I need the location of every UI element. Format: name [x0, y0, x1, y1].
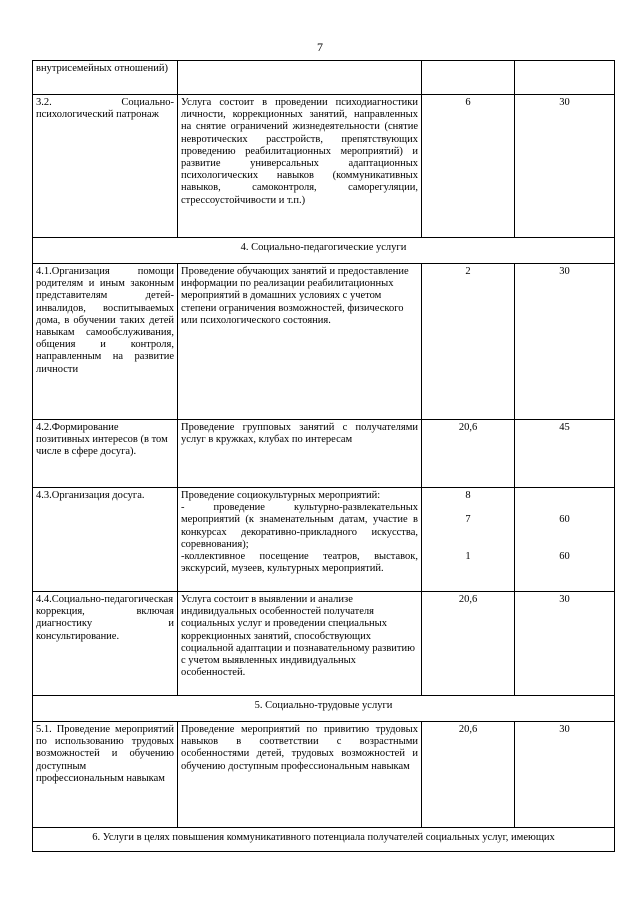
value-cell: [515, 61, 615, 95]
value-line: 1: [465, 550, 471, 562]
table-row: [33, 61, 615, 95]
activity-item: - проведение культурно-развлекательных мероприятий (к знаменательным датам, участие в конкурсах декоративно-прикладного искусства, соревнования);: [181, 502, 418, 550]
section-title: 5. Социально-трудовые услуги: [33, 696, 615, 722]
section-header-row: [33, 828, 615, 852]
table-row: [33, 488, 615, 592]
table-row: [33, 592, 615, 696]
page-number: 7: [317, 40, 323, 54]
service-description-cell: Услуга состоит в выявлении и анализе индивидуальных особенностей получателя социальных услуг и проведении специальных коррекционных занятий, способствующих социальной адаптации и познавательному развитию с учетом выявленных индивидуальных особенностей.: [178, 592, 422, 696]
value-cell: 2: [422, 264, 515, 420]
section-header-row: [33, 696, 615, 722]
table-row: [33, 264, 615, 420]
service-description-cell: Услуга состоит в проведении психодиагностики личности, коррекционных занятий, направленных на снятие ограничений жизнедеятельности (снятие невротических расстройств, препятствующих проведению реабилитационных мероприятий) и развитие универсальных адаптационных психологических навыков (коммуникативных навыков, самоконтроля, саморегуляции, стрессоустойчивости и т.п.): [178, 95, 422, 238]
value-cell: [422, 488, 515, 592]
activity-intro: Проведение социокультурных мероприятий:: [181, 490, 381, 501]
section-header-row: [33, 238, 615, 264]
value-cell: 30: [515, 264, 615, 420]
service-name-cell: 5.1. Проведение мероприятий по использованию трудовых возможностей и обучению доступным профессиональным навыкам: [33, 722, 178, 828]
value-cell: 20,6: [422, 722, 515, 828]
service-description-cell: [178, 488, 422, 592]
value-cell: 30: [515, 592, 615, 696]
service-description-cell: Проведение групповых занятий с получателями услуг в кружках, клубах по интересам: [178, 420, 422, 488]
value-line: 60: [559, 514, 570, 526]
section-title: 4. Социально-педагогические услуги: [33, 238, 615, 264]
service-name-cell: 4.4.Социально-педагогическая коррекция, включая диагностику и консультирование.: [33, 592, 178, 696]
value-cell: 20,6: [422, 420, 515, 488]
activity-item: -коллективное посещение театров, выставок, экскурсий, музеев, культурных мероприятий.: [181, 551, 418, 575]
service-description-cell: Проведение обучающих занятий и предоставление информации по реализации реабилитационных мероприятий в домашних условиях с учетом степени ограничения возможностей, физического или психологического состояния.: [178, 264, 422, 420]
value-line: 7: [465, 514, 471, 526]
service-description-cell: Проведение мероприятий по привитию трудовых навыков в соответствии с возрастными особенностями детей, трудовых возможностей и обучению доступным профессиональным навыкам: [178, 722, 422, 828]
value-line: 60: [559, 550, 570, 562]
service-name-cell: 4.2.Формирование позитивных интересов (в том числе в сфере досуга).: [33, 420, 178, 488]
value-cell: 30: [515, 722, 615, 828]
service-name-cell: 4.1.Организация помощи родителям и иным законным представителям детей-инвалидов, воспитываемых дома, в обучении таких детей навыкам самообслуживания, общения и контроля, направленным на развитие личности: [33, 264, 178, 420]
table-row: [33, 420, 615, 488]
service-name-cell: 4.3.Организация досуга.: [33, 488, 178, 592]
table-row: [33, 95, 615, 238]
value-cell: 45: [515, 420, 615, 488]
service-name-cell: внутрисемейных отношений): [33, 61, 178, 95]
value-cell: 20,6: [422, 592, 515, 696]
value-cell: 6: [422, 95, 515, 238]
value-cell: [515, 488, 615, 592]
value-cell: [422, 61, 515, 95]
service-description-cell: [178, 61, 422, 95]
value-cell: 30: [515, 95, 615, 238]
table-row: [33, 722, 615, 828]
services-table: [32, 60, 615, 852]
section-title: 6. Услуги в целях повышения коммуникативного потенциала получателей социальных услуг, имеющих: [33, 828, 615, 852]
service-name-cell: 3.2. Социально-психологический патронаж: [33, 95, 178, 238]
value-line: 8: [465, 490, 471, 501]
